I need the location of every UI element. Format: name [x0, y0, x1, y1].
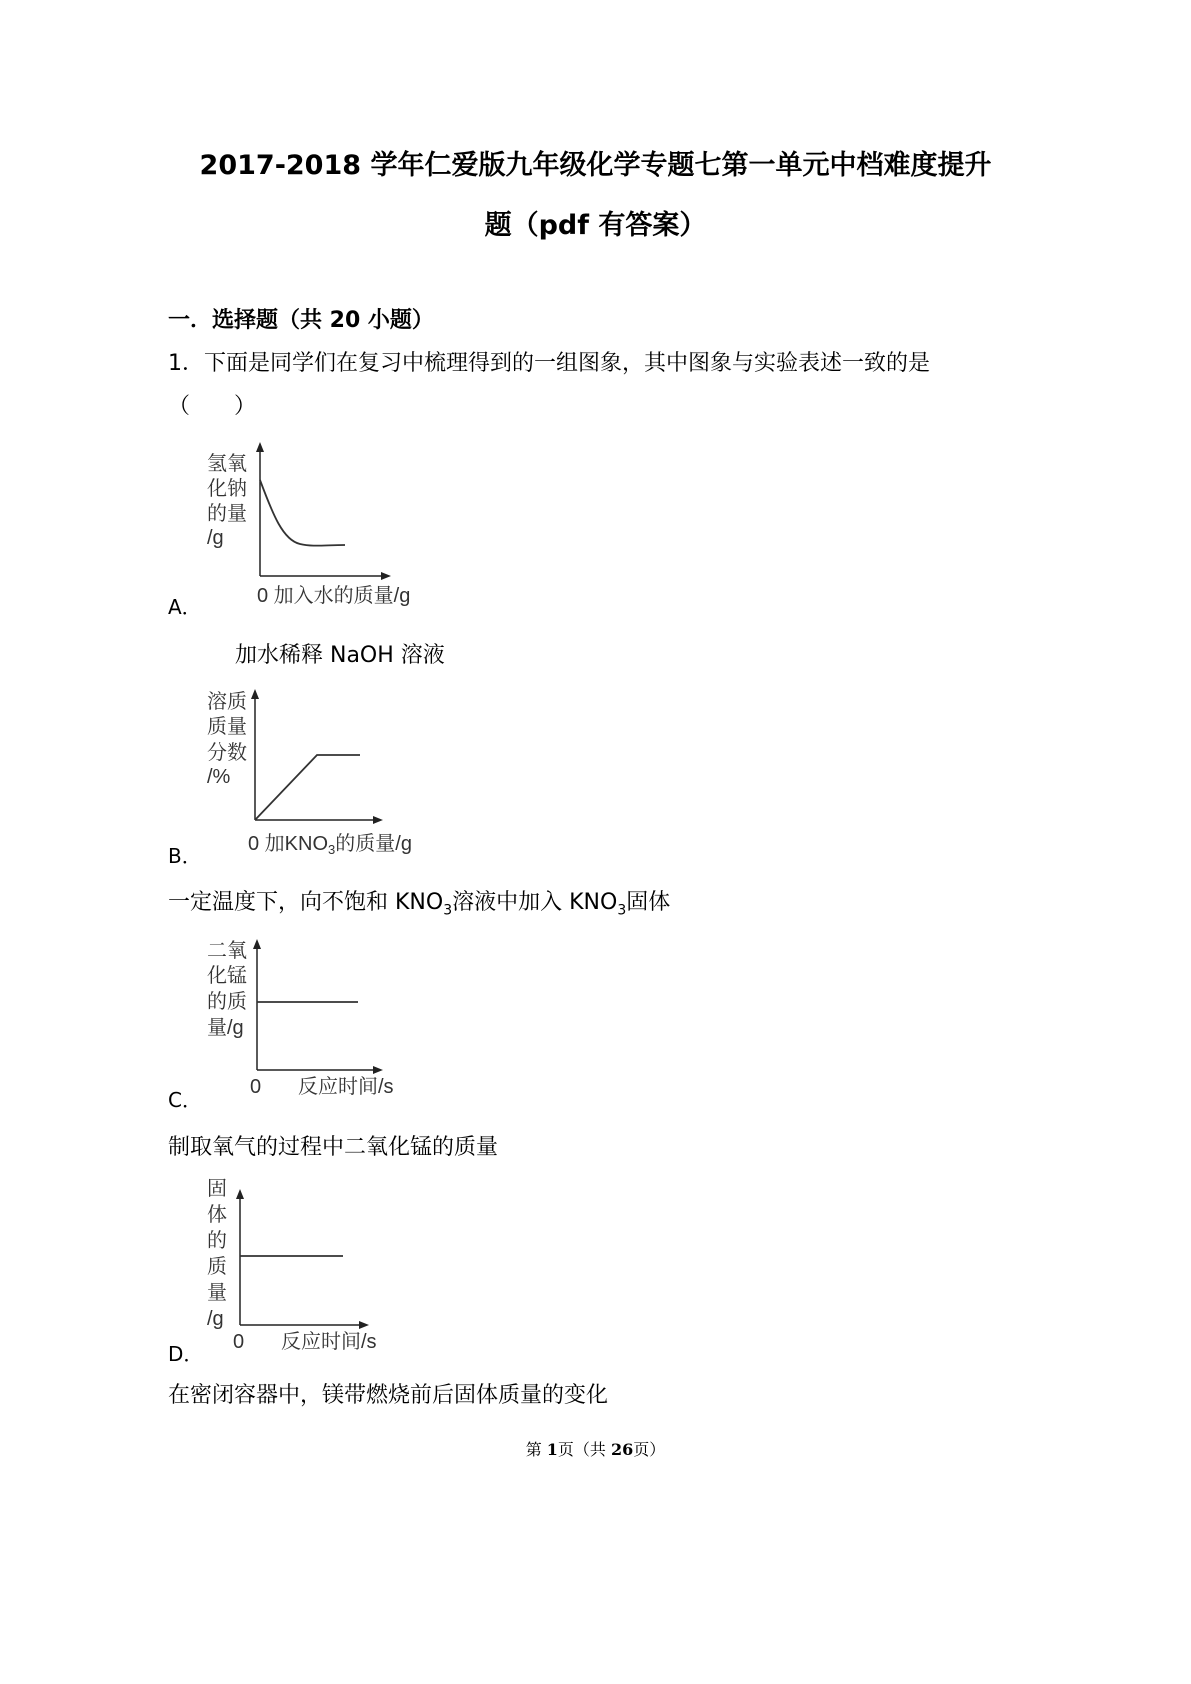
option-b-x-label-subscript: 3	[328, 842, 336, 857]
option-b-y-label-line-4: /%	[207, 766, 231, 788]
option-c-y-label-line-1: 二氧	[207, 940, 247, 962]
option-b-x-axis-arrow	[373, 816, 383, 824]
option-a-y-axis-arrow	[256, 442, 264, 452]
option-b-curve	[255, 755, 360, 820]
option-c-letter: C．	[168, 1088, 202, 1112]
option-d-y-label-line-3: 的	[207, 1230, 227, 1252]
option-a-x-axis-arrow	[381, 572, 391, 580]
option-b-y-label-line-2: 质量	[207, 716, 247, 738]
footer-suffix: 页）	[633, 1440, 666, 1459]
option-a-letter: A．	[168, 595, 202, 619]
option-d-y-label-line-5: 量	[207, 1282, 227, 1304]
option-c-y-axis-arrow	[253, 939, 261, 949]
option-a-graph	[195, 440, 435, 615]
footer-prefix: 第	[525, 1440, 547, 1459]
footer-middle: 页（共	[557, 1440, 612, 1459]
option-d-letter: D．	[168, 1342, 204, 1366]
option-b-x-label-text-2: 的质量/g	[335, 833, 412, 855]
option-b-caption	[168, 885, 670, 918]
option-a-y-label-line-3: 的量	[207, 503, 247, 525]
document-title-line-1: 2017-2018 学年仁爱版九年级化学专题七第一单元中档难度提升	[199, 150, 992, 181]
option-a-y-axis-label	[207, 452, 247, 549]
option-d-y-label-line-6: /g	[207, 1308, 224, 1330]
section-heading: 一．选择题（共 20 小题）	[168, 308, 434, 333]
option-a-curve	[260, 480, 345, 546]
option-d-x-axis-origin: 0	[233, 1331, 245, 1353]
option-b-caption-text-1: 一定温度下，向不饱和 KNO	[168, 890, 444, 915]
option-a-y-label-line-1: 氢氧	[207, 453, 247, 475]
option-a-y-label-line-2: 化钠	[207, 478, 247, 500]
option-b-y-axis-label	[207, 690, 247, 788]
option-b-y-label-line-1: 溶质	[207, 691, 247, 713]
option-c-caption: 制取氧气的过程中二氧化锰的质量	[168, 1135, 499, 1160]
option-b-y-label-line-3: 分数	[207, 742, 247, 764]
option-c-y-label-line-3: 的质	[207, 991, 247, 1013]
option-a-x-axis-label: 0 加入水的质量/g	[257, 585, 411, 607]
option-c-x-axis-label: 反应时间/s	[298, 1076, 394, 1098]
option-d-y-label-line-1: 固	[207, 1178, 227, 1200]
option-d-y-label-line-4: 质	[207, 1256, 227, 1278]
option-b-x-axis-label	[248, 832, 412, 857]
option-b-caption-subscript-2: 3	[617, 902, 627, 919]
option-c-x-axis-arrow	[373, 1066, 383, 1074]
option-a-caption: 加水稀释 NaOH 溶液	[235, 643, 445, 668]
footer-page-number: 1	[546, 1440, 558, 1459]
option-d-y-axis-label	[207, 1178, 227, 1330]
option-d-graph	[195, 1175, 435, 1360]
option-c-x-axis-origin: 0	[250, 1076, 262, 1098]
option-c-y-axis-label	[207, 939, 247, 1039]
option-d-x-axis-arrow	[359, 1321, 369, 1329]
option-d-x-axis-label: 反应时间/s	[281, 1331, 377, 1353]
question-1-stem: 1．下面是同学们在复习中梳理得到的一组图象，其中图象与实验表述一致的是	[168, 351, 930, 376]
option-b-letter: B．	[168, 844, 202, 868]
option-b-x-label-text: 0 加KNO	[248, 833, 329, 855]
option-b-y-axis-arrow	[251, 689, 259, 699]
page-footer	[0, 1437, 1191, 1460]
option-d-y-axis-arrow	[236, 1189, 244, 1199]
option-c-y-label-line-2: 化锰	[207, 965, 247, 987]
option-a-y-label-line-4: /g	[207, 527, 224, 549]
option-d-y-label-line-2: 体	[207, 1204, 227, 1226]
option-d-caption: 在密闭容器中，镁带燃烧前后固体质量的变化	[168, 1383, 609, 1408]
option-b-caption-text-3: 固体	[626, 890, 671, 915]
option-c-y-label-line-4: 量/g	[207, 1017, 244, 1039]
question-1-answer-blank: （ ）	[168, 394, 257, 419]
option-c-graph	[195, 935, 435, 1105]
option-b-caption-subscript-1: 3	[443, 902, 453, 919]
option-b-graph	[195, 685, 435, 860]
option-b-caption-text-2: 溶液中加入 KNO	[452, 890, 618, 915]
footer-total-pages: 26	[611, 1440, 634, 1459]
document-title-line-2: 题（pdf 有答案）	[484, 210, 707, 241]
